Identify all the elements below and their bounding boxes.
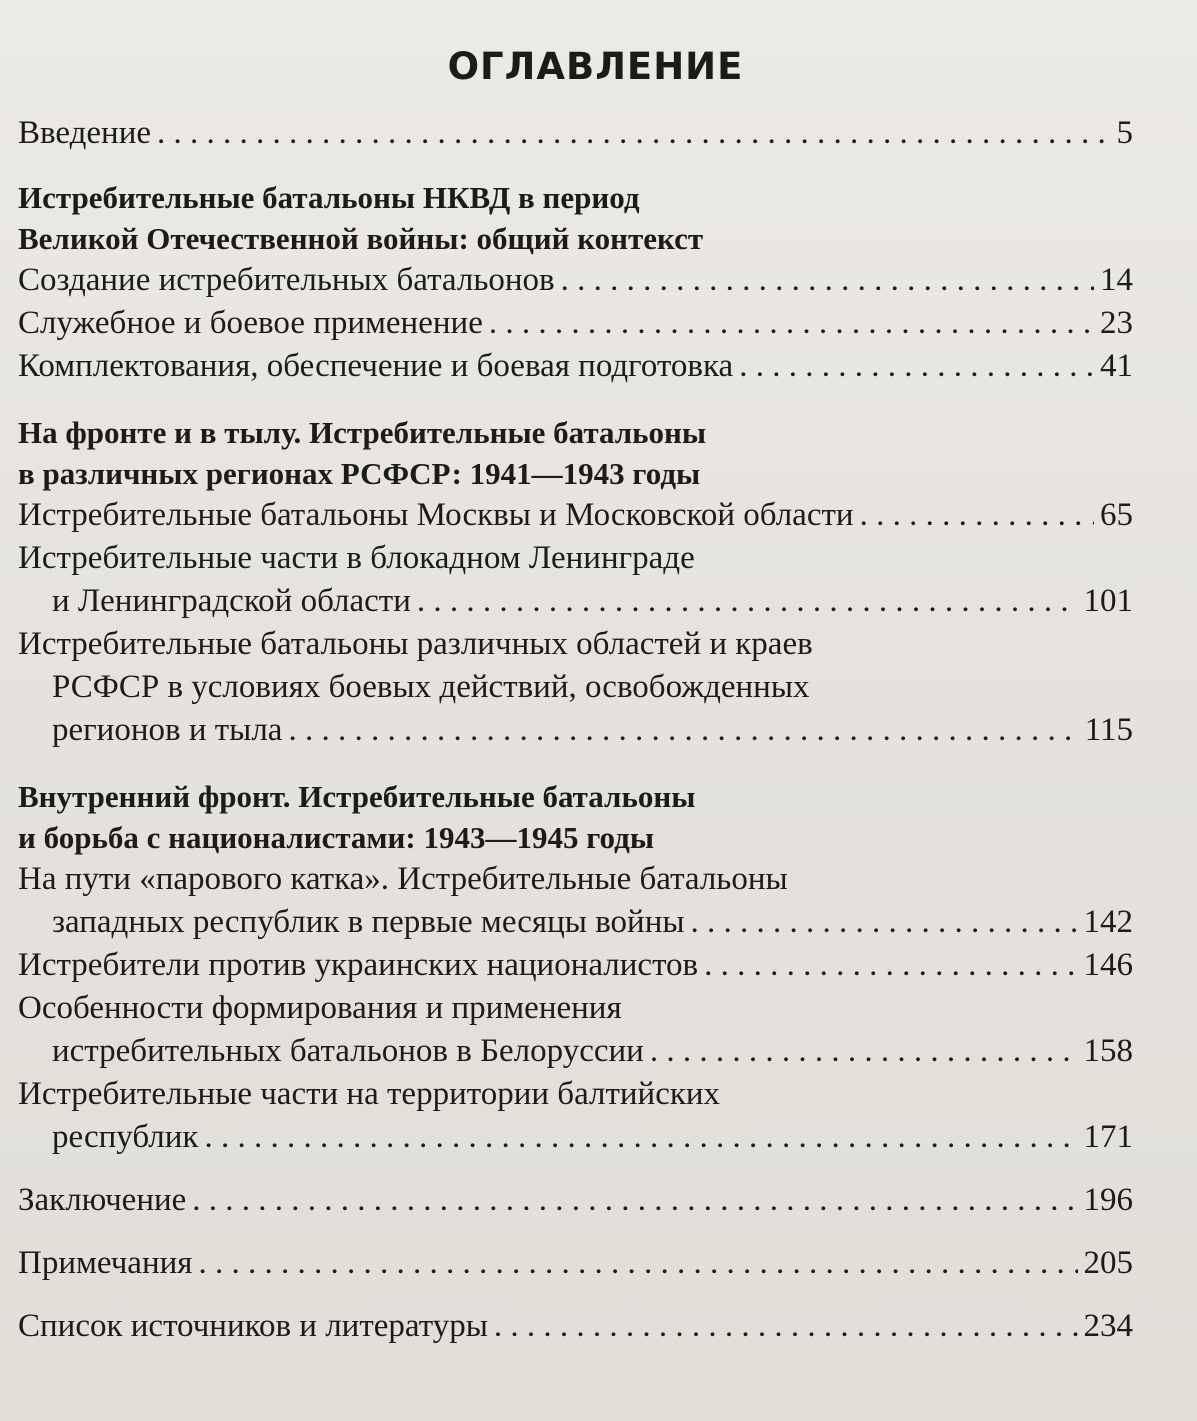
toc-entry-baltic[interactable] xyxy=(18,1073,1133,1159)
dot-leader xyxy=(561,259,1094,302)
toc-entry-text: Список источников и литературы xyxy=(18,1308,488,1344)
toc-entry-text: республик xyxy=(52,1119,199,1155)
toc-page-number: 146 xyxy=(1083,947,1133,983)
toc-entry-manning[interactable] xyxy=(18,345,1133,388)
dot-leader xyxy=(739,345,1094,388)
toc-entry-western-republics[interactable] xyxy=(18,858,1133,944)
toc-entry-text: и Ленинградской области xyxy=(52,583,411,619)
dot-leader xyxy=(489,302,1094,345)
dot-leader xyxy=(198,1242,1077,1285)
toc-entry-text: Заключение xyxy=(18,1182,187,1218)
page-title: ОГЛАВЛЕНИЕ xyxy=(447,45,744,88)
toc-entry-text: Примечания xyxy=(18,1245,193,1281)
toc-entry-regions[interactable] xyxy=(18,623,1133,752)
toc-entry-moscow[interactable] xyxy=(18,494,1133,537)
toc-entry-text: Комплектования, обеспечение и боевая подготовка xyxy=(18,348,734,384)
dot-leader xyxy=(204,1116,1077,1159)
toc-entry-text: Создание истребительных батальонов xyxy=(18,262,555,298)
section-heading-line: На фронте и в тылу. Истребительные батальоны xyxy=(18,415,707,450)
toc-entry-service-use[interactable] xyxy=(18,302,1133,345)
toc-entry-leningrad[interactable] xyxy=(18,537,1133,623)
dot-leader xyxy=(704,944,1077,987)
toc-entry-belarus[interactable] xyxy=(18,987,1133,1073)
toc-entry-text: Истребители против украинских националистов xyxy=(18,947,699,983)
toc-entry-line: Истребительные батальоны различных областей и краев xyxy=(18,626,813,662)
section-heading-line: Истребительные батальоны НКВД в период xyxy=(18,180,640,215)
toc-page-number: 196 xyxy=(1083,1182,1133,1218)
toc-entry-text: истребительных батальонов в Белоруссии xyxy=(52,1033,644,1069)
section-heading-part3 xyxy=(18,776,1133,858)
dot-leader xyxy=(494,1305,1078,1348)
toc-entry-line: На пути «парового катка». Истребительные батальоны xyxy=(18,861,788,897)
toc-page-number: 234 xyxy=(1083,1308,1133,1344)
section-heading-line: и борьба с националистами: 1943—1945 годы xyxy=(18,820,655,855)
dot-leader xyxy=(417,580,1078,623)
toc-entry-line: Истребительные части на территории балтийских xyxy=(18,1076,721,1112)
section-heading-line: Великой Отечественной войны: общий контекст xyxy=(18,221,704,256)
toc-entry-creation[interactable] xyxy=(18,259,1133,302)
toc-page-number: 205 xyxy=(1083,1245,1133,1281)
toc-page-number: 14 xyxy=(1100,262,1133,298)
toc-page-number: 23 xyxy=(1100,305,1133,341)
toc-entry-text: Служебное и боевое применение xyxy=(18,305,483,341)
dot-leader xyxy=(860,494,1094,537)
toc-entry-sources[interactable] xyxy=(18,1305,1133,1348)
toc-page-number: 5 xyxy=(1116,115,1133,151)
section-heading-line: в различных регионах РСФСР: 1941—1943 годы xyxy=(18,456,701,491)
toc-page-number: 101 xyxy=(1083,583,1133,619)
dot-leader xyxy=(691,901,1078,944)
toc-entry-text: регионов и тыла xyxy=(52,712,283,748)
dot-leader xyxy=(192,1179,1077,1222)
toc-entry-text: Истребительные батальоны Москвы и Московской области xyxy=(18,497,854,533)
dot-leader xyxy=(650,1030,1078,1073)
toc-page-number: 158 xyxy=(1083,1033,1133,1069)
toc-entry-ukrainian[interactable] xyxy=(18,944,1133,987)
toc-entry-conclusion[interactable] xyxy=(18,1179,1133,1222)
toc-page-number: 41 xyxy=(1100,348,1133,384)
toc-page-number: 65 xyxy=(1100,497,1133,533)
section-heading-line: Внутренний фронт. Истребительные батальоны xyxy=(18,779,696,814)
toc-page-number: 142 xyxy=(1083,904,1133,940)
toc-entry-line: Особенности формирования и применения xyxy=(18,990,622,1026)
section-heading-part1 xyxy=(18,177,1133,259)
toc-page-number: 171 xyxy=(1083,1119,1133,1155)
section-heading-part2 xyxy=(18,412,1133,494)
dot-leader xyxy=(157,112,1110,155)
toc-entry-line: Истребительные части в блокадном Ленинграде xyxy=(18,540,695,576)
toc-entry-text: Введение xyxy=(18,115,152,151)
toc-entry-line: РСФСР в условиях боевых действий, освобожденных xyxy=(52,669,810,705)
toc-entry-introduction[interactable] xyxy=(18,112,1133,155)
toc-page-number: 115 xyxy=(1084,712,1133,748)
toc-entry-text: западных республик в первые месяцы войны xyxy=(52,904,685,940)
toc-entry-notes[interactable] xyxy=(18,1242,1133,1285)
dot-leader xyxy=(288,709,1078,752)
